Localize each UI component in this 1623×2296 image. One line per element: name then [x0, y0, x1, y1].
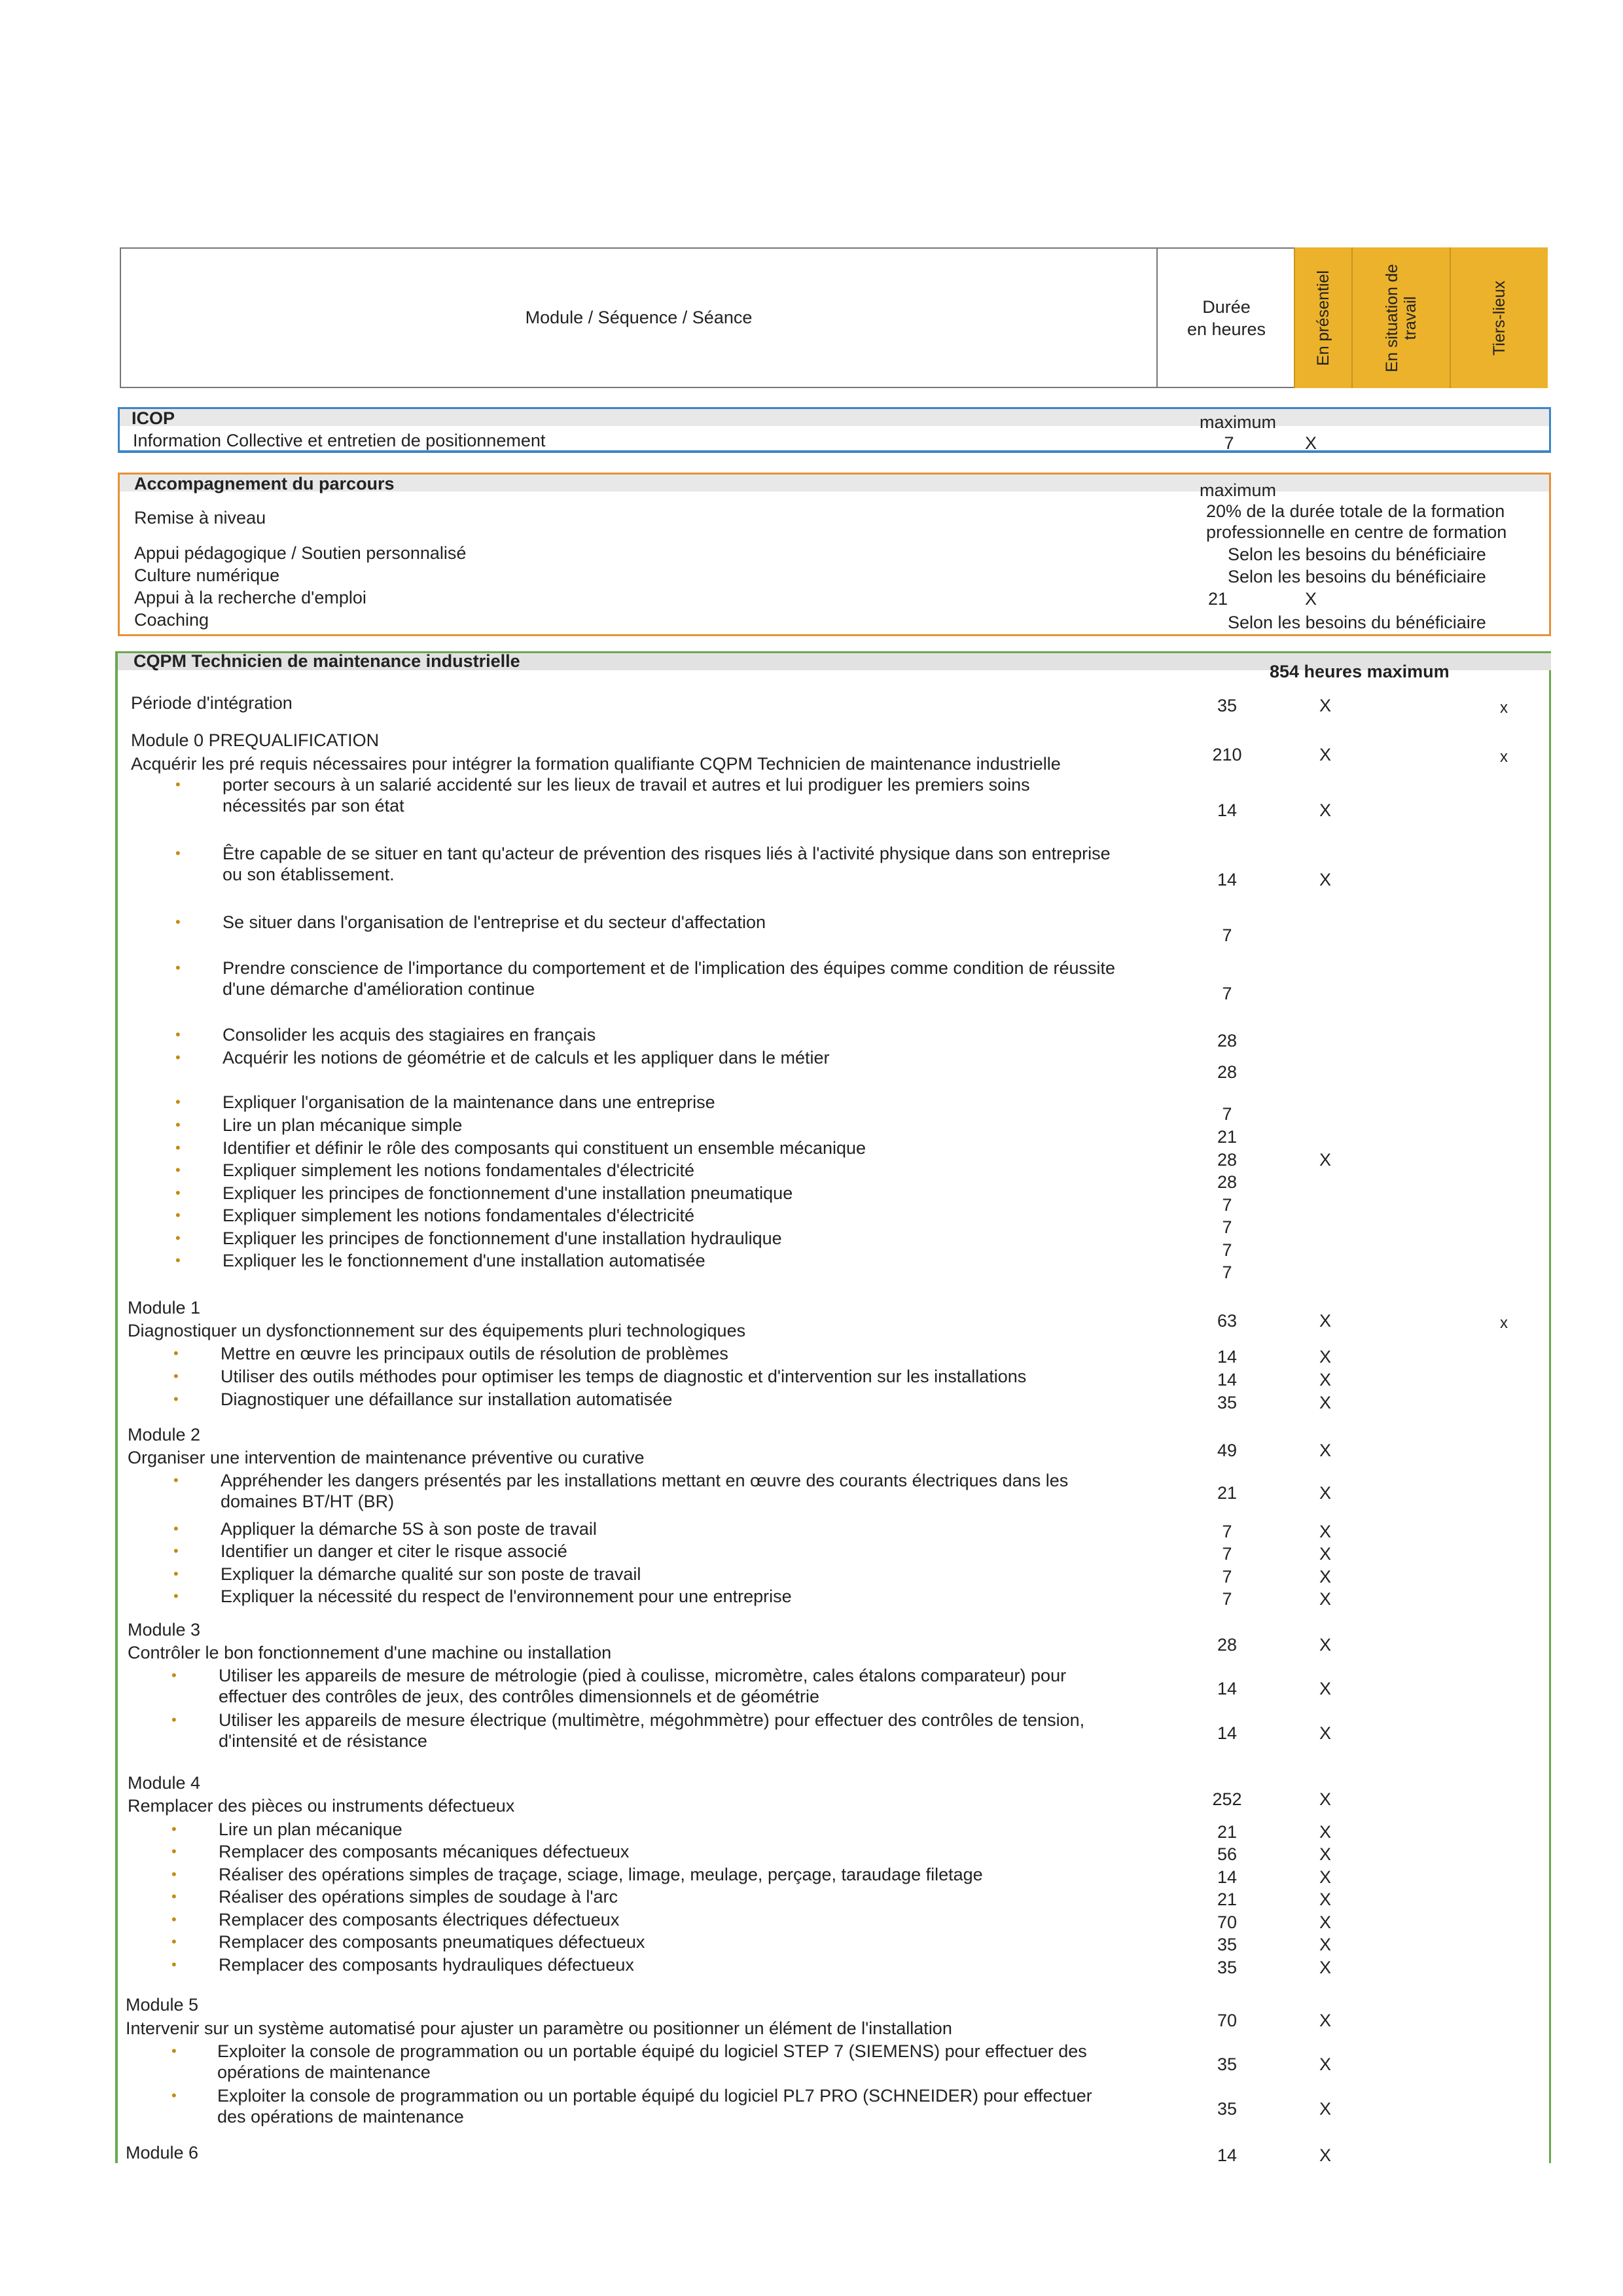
list-item-text: Se situer dans l'organisation de l'entreprise et du secteur d'affectation: [223, 912, 766, 932]
bullet-icon: •: [175, 1207, 181, 1223]
list-item-hours: 21: [1217, 1890, 1238, 1909]
bullet-icon: •: [175, 1230, 181, 1246]
list-item-text: Exploiter la console de programmation ou un portable équipé du logiciel STEP 7 (SIEMENS) pour effectuer des: [217, 2041, 1087, 2061]
module1-title: Module 1: [128, 1298, 201, 1318]
list-item-text: Remplacer des composants mécaniques défectueux: [219, 1842, 630, 1861]
list-item-text-continued: d'intensité et de résistance: [219, 1731, 427, 1751]
accomp-row-label: Coaching: [134, 610, 209, 630]
accomp-title: Accompagnement du parcours: [134, 474, 395, 493]
accompagnement-section: [118, 473, 1551, 636]
list-item-hours: 7: [1222, 925, 1232, 945]
icop-line: Information Collective et entretien de positionnement: [133, 431, 546, 450]
list-item-hours: 21: [1217, 1483, 1238, 1503]
module4-hours: 252: [1212, 1789, 1242, 1809]
list-item-hours: 14: [1217, 1723, 1238, 1743]
list-item-text: Expliquer la démarche qualité sur son poste de travail: [221, 1564, 641, 1584]
list-item-mark-presentiel: X: [1319, 1822, 1331, 1842]
accomp-remise-value-2: professionnelle en centre de formation: [1206, 522, 1507, 542]
list-item-mark-presentiel: X: [1319, 1844, 1331, 1864]
icop-title-bar: [120, 409, 1549, 426]
header-duree-line1: Durée: [1202, 296, 1251, 317]
list-item-text: Utiliser les appareils de mesure de métrologie (pied à coulisse, micromètre, cales étalons comparateur) pour: [219, 1666, 1067, 1685]
header-presentiel-label: En présentiel: [1314, 270, 1332, 366]
accomp-row-value: Selon les besoins du bénéficiaire: [1228, 545, 1486, 564]
bullet-icon: •: [175, 1185, 181, 1201]
bullet-icon: •: [175, 845, 181, 861]
icop-hours: 7: [1224, 433, 1234, 453]
accomp-row-label: Culture numérique: [134, 565, 280, 585]
list-item-hours: 14: [1217, 1867, 1238, 1887]
module2-hours: 49: [1217, 1441, 1238, 1460]
list-item-hours: 35: [1217, 1958, 1238, 1977]
module6-title: Module 6: [126, 2143, 199, 2162]
list-item-hours: 35: [1217, 2054, 1238, 2074]
header-col-tiers: [1450, 247, 1548, 388]
bullet-icon: •: [171, 1911, 177, 1928]
module0-hours: 210: [1212, 745, 1242, 764]
bullet-icon: •: [175, 1094, 181, 1110]
accomp-max-label: maximum: [1200, 480, 1277, 500]
bullet-icon: •: [175, 1026, 181, 1043]
list-item-mark-presentiel: X: [1319, 1867, 1331, 1887]
list-item-text-continued: nécessités par son état: [223, 796, 404, 816]
header-situation-label: En situation de travail: [1383, 263, 1419, 372]
list-item-hours: 28: [1217, 1150, 1238, 1170]
list-item-mark-presentiel: X: [1319, 1393, 1331, 1412]
list-item-text: Exploiter la console de programmation ou un portable équipé du logiciel PL7 PRO (SCHNEIDER) pour effectuer: [217, 2086, 1092, 2106]
list-item-mark-presentiel: X: [1319, 1589, 1331, 1609]
integration-label: Période d'intégration: [131, 693, 293, 713]
list-item-hours: 70: [1217, 1912, 1238, 1932]
icop-mark: X: [1304, 433, 1317, 453]
module5-mark-presentiel: X: [1319, 2011, 1331, 2030]
header-tiers-label: Tiers-lieux: [1490, 280, 1508, 355]
list-item-hours: 7: [1222, 1104, 1232, 1124]
module1-hours: 63: [1217, 1311, 1238, 1331]
bullet-icon: •: [171, 1956, 177, 1973]
bullet-icon: •: [171, 1667, 177, 1683]
icop-section: [118, 407, 1551, 453]
list-item-mark-presentiel: X: [1319, 1679, 1331, 1698]
bullet-icon: •: [173, 1472, 179, 1488]
bullet-icon: •: [171, 1866, 177, 1882]
list-item-text: Expliquer les principes de fonctionnement d'une installation pneumatique: [223, 1183, 793, 1203]
list-item-text: Utiliser les appareils de mesure électrique (multimètre, mégohmmètre) pour effectuer des contrôles de tension,: [219, 1710, 1085, 1730]
module4-title: Module 4: [128, 1773, 201, 1793]
list-item-hours: 14: [1217, 1370, 1238, 1390]
module3-hours: 28: [1217, 1635, 1238, 1655]
list-item-mark-presentiel: X: [1319, 1150, 1331, 1170]
list-item-hours: 7: [1222, 1522, 1232, 1541]
list-item-text-continued: d'une démarche d'amélioration continue: [223, 979, 535, 999]
list-item-text: Identifier un danger et citer le risque associé: [221, 1541, 567, 1561]
bullet-icon: •: [173, 1543, 179, 1559]
list-item-text: Réaliser des opérations simples de traçage, sciage, limage, meulage, perçage, taraudage filetage: [219, 1865, 983, 1884]
bullet-icon: •: [171, 1821, 177, 1837]
bullet-icon: •: [173, 1520, 179, 1537]
bullet-icon: •: [171, 2043, 177, 2059]
accomp-row-label: Remise à niveau: [134, 508, 266, 528]
bullet-icon: •: [173, 1588, 179, 1604]
module6-mark-presentiel: X: [1319, 2145, 1331, 2165]
integration-mark-presentiel: X: [1319, 696, 1331, 715]
list-item-hours: 7: [1222, 1217, 1232, 1237]
bullet-icon: •: [175, 1049, 181, 1066]
bullet-icon: •: [175, 914, 181, 930]
list-item-text-continued: opérations de maintenance: [217, 2062, 431, 2082]
module5-subtitle: Intervenir sur un système automatisé pour ajuster un paramètre ou positionner un élément de l'installation: [126, 2018, 952, 2038]
list-item-text: Diagnostiquer une défaillance sur installation automatisée: [221, 1390, 673, 1409]
list-item-text: Réaliser des opérations simples de soudage à l'arc: [219, 1887, 618, 1907]
list-item-hours: 35: [1217, 2099, 1238, 2119]
list-item-hours: 7: [1222, 1195, 1232, 1215]
list-item-text: Remplacer des composants pneumatiques défectueux: [219, 1932, 645, 1952]
bullet-icon: •: [175, 960, 181, 976]
module1-mark-tiers: x: [1500, 1314, 1508, 1332]
module2-subtitle: Organiser une intervention de maintenance préventive ou curative: [128, 1448, 645, 1467]
list-item-text: Expliquer l'organisation de la maintenance dans une entreprise: [223, 1092, 715, 1112]
header-col-situation: [1351, 247, 1450, 388]
bullet-icon: •: [175, 776, 181, 793]
list-item-text: Mettre en œuvre les principaux outils de résolution de problèmes: [221, 1344, 728, 1363]
module0-mark-presentiel: X: [1319, 745, 1331, 764]
list-item-hours: 35: [1217, 1935, 1238, 1954]
list-item-hours: 14: [1217, 870, 1238, 889]
bullet-icon: •: [171, 1843, 177, 1859]
module6-hours: 14: [1217, 2145, 1238, 2165]
accomp-row-mark: X: [1304, 589, 1317, 609]
list-item-text: Expliquer la nécessité du respect de l'environnement pour une entreprise: [221, 1587, 792, 1606]
cqpm-total: 854 heures maximum: [1270, 662, 1450, 681]
list-item-hours: 28: [1217, 1172, 1238, 1192]
list-item-text: Identifier et définir le rôle des composants qui constituent un ensemble mécanique: [223, 1138, 866, 1158]
header-module-label: Module / Séquence / Séance: [121, 249, 1158, 387]
list-item-mark-presentiel: X: [1319, 2054, 1331, 2074]
list-item-mark-presentiel: X: [1319, 1958, 1331, 1977]
table-header: [120, 247, 1548, 388]
header-col-presentiel: [1294, 247, 1351, 388]
list-item-text: Expliquer les principes de fonctionnement d'une installation hydraulique: [223, 1229, 782, 1248]
list-item-hours: 14: [1217, 1679, 1238, 1698]
bullet-icon: •: [175, 1117, 181, 1133]
list-item-text: Lire un plan mécanique simple: [223, 1115, 463, 1135]
bullet-icon: •: [171, 1888, 177, 1905]
list-item-hours: 56: [1217, 1844, 1238, 1864]
module0-mark-tiers: x: [1500, 748, 1508, 766]
bullet-icon: •: [175, 1162, 181, 1178]
accomp-remise-value-1: 20% de la durée totale de la formation: [1206, 501, 1505, 521]
module1-subtitle: Diagnostiquer un dysfonctionnement sur des équipements pluri technologiques: [128, 1321, 746, 1340]
accomp-row-value: 21: [1207, 589, 1228, 609]
list-item-mark-presentiel: X: [1319, 1567, 1331, 1587]
list-item-hours: 7: [1222, 1263, 1232, 1282]
list-item-text: Expliquer simplement les notions fondamentales d'électricité: [223, 1160, 695, 1180]
list-item-hours: 35: [1217, 1393, 1238, 1412]
integration-mark-tiers: x: [1500, 699, 1508, 717]
module5-hours: 70: [1217, 2011, 1238, 2030]
bullet-icon: •: [171, 2087, 177, 2104]
icop-title: ICOP: [132, 408, 175, 428]
module0-title: Module 0 PREQUALIFICATION: [131, 730, 380, 750]
module3-subtitle: Contrôler le bon fonctionnement d'une machine ou installation: [128, 1643, 612, 1662]
list-item-hours: 7: [1222, 1567, 1232, 1587]
list-item-text-continued: ou son établissement.: [223, 865, 395, 884]
list-item-text: Remplacer des composants hydrauliques défectueux: [219, 1955, 634, 1975]
bullet-icon: •: [173, 1368, 179, 1384]
list-item-hours: 7: [1222, 1240, 1232, 1260]
list-item-hours: 14: [1217, 800, 1238, 820]
list-item-text: Remplacer des composants électriques défectueux: [219, 1910, 620, 1929]
accomp-row-value: Selon les besoins du bénéficiaire: [1228, 567, 1486, 586]
list-item-hours: 21: [1217, 1822, 1238, 1842]
list-item-text: Appliquer la démarche 5S à son poste de travail: [221, 1519, 597, 1539]
list-item-hours: 28: [1217, 1062, 1238, 1082]
accomp-row-value: Selon les besoins du bénéficiaire: [1228, 613, 1486, 632]
list-item-text: Consolider les acquis des stagiaires en français: [223, 1025, 596, 1045]
header-duree-line2: en heures: [1186, 319, 1266, 339]
header-duree: [1158, 249, 1295, 387]
list-item-hours: 28: [1217, 1031, 1238, 1050]
list-item-hours: 14: [1217, 1347, 1238, 1367]
accomp-row-label: Appui à la recherche d'emploi: [134, 588, 366, 607]
bullet-icon: •: [175, 1139, 181, 1156]
list-item-mark-presentiel: X: [1319, 1522, 1331, 1541]
list-item-text: Prendre conscience de l'importance du comportement et de l'implication des équipes comme condition de réussite: [223, 958, 1116, 978]
module5-title: Module 5: [126, 1995, 199, 2015]
module3-title: Module 3: [128, 1620, 201, 1640]
list-item-text: Expliquer simplement les notions fondamentales d'électricité: [223, 1206, 695, 1225]
list-item-text: Expliquer les le fonctionnement d'une installation automatisée: [223, 1251, 705, 1270]
cqpm-title: CQPM Technicien de maintenance industrielle: [134, 651, 520, 671]
list-item-text: Lire un plan mécanique: [219, 1820, 402, 1839]
module0-subtitle: Acquérir les pré requis nécessaires pour intégrer la formation qualifiante CQPM Technicien de maintenance industrielle: [131, 754, 1061, 774]
module2-mark-presentiel: X: [1319, 1441, 1331, 1460]
list-item-mark-presentiel: X: [1319, 2099, 1331, 2119]
list-item-text: porter secours à un salarié accidenté sur les lieux de travail et autres et lui prodiguer les premiers soins: [223, 775, 1030, 795]
bullet-icon: •: [171, 1712, 177, 1728]
list-item-mark-presentiel: X: [1319, 870, 1331, 889]
list-item-mark-presentiel: X: [1319, 1723, 1331, 1743]
list-item-text-continued: des opérations de maintenance: [217, 2107, 464, 2126]
list-item-hours: 7: [1222, 984, 1232, 1003]
module3-mark-presentiel: X: [1319, 1635, 1331, 1655]
list-item-hours: 7: [1222, 1589, 1232, 1609]
list-item-text: Acquérir les notions de géométrie et de calculs et les appliquer dans le métier: [223, 1048, 830, 1067]
list-item-text-continued: effectuer des contrôles de jeux, des contrôles dimensionnels et de géométrie: [219, 1687, 820, 1706]
list-item-mark-presentiel: X: [1319, 1890, 1331, 1909]
bullet-icon: •: [175, 1252, 181, 1268]
list-item-mark-presentiel: X: [1319, 1912, 1331, 1932]
list-item-mark-presentiel: X: [1319, 1544, 1331, 1564]
list-item-mark-presentiel: X: [1319, 1347, 1331, 1367]
list-item-hours: 7: [1222, 1544, 1232, 1564]
icop-max-label: maximum: [1200, 412, 1277, 432]
bullet-icon: •: [173, 1345, 179, 1361]
list-item-mark-presentiel: X: [1319, 1370, 1331, 1390]
integration-hours: 35: [1217, 696, 1238, 715]
module4-subtitle: Remplacer des pièces ou instruments défectueux: [128, 1796, 515, 1816]
list-item-mark-presentiel: X: [1319, 1935, 1331, 1954]
list-item-mark-presentiel: X: [1319, 800, 1331, 820]
accomp-row-label: Appui pédagogique / Soutien personnalisé: [134, 543, 467, 563]
list-item-mark-presentiel: X: [1319, 1483, 1331, 1503]
module1-mark-presentiel: X: [1319, 1311, 1331, 1331]
bullet-icon: •: [171, 1933, 177, 1950]
list-item-text: Être capable de se situer en tant qu'acteur de prévention des risques liés à l'activité physique dans son entreprise: [223, 844, 1111, 863]
list-item-hours: 21: [1217, 1127, 1238, 1147]
module2-title: Module 2: [128, 1425, 201, 1444]
list-item-text-continued: domaines BT/HT (BR): [221, 1492, 395, 1511]
list-item-text: Appréhender les dangers présentés par les installations mettant en œuvre des courants électriques dans les: [221, 1471, 1069, 1490]
bullet-icon: •: [173, 1391, 179, 1407]
module4-mark-presentiel: X: [1319, 1789, 1331, 1809]
bullet-icon: •: [173, 1566, 179, 1582]
list-item-text: Utiliser des outils méthodes pour optimiser les temps de diagnostic et d'intervention sur les installations: [221, 1367, 1027, 1386]
